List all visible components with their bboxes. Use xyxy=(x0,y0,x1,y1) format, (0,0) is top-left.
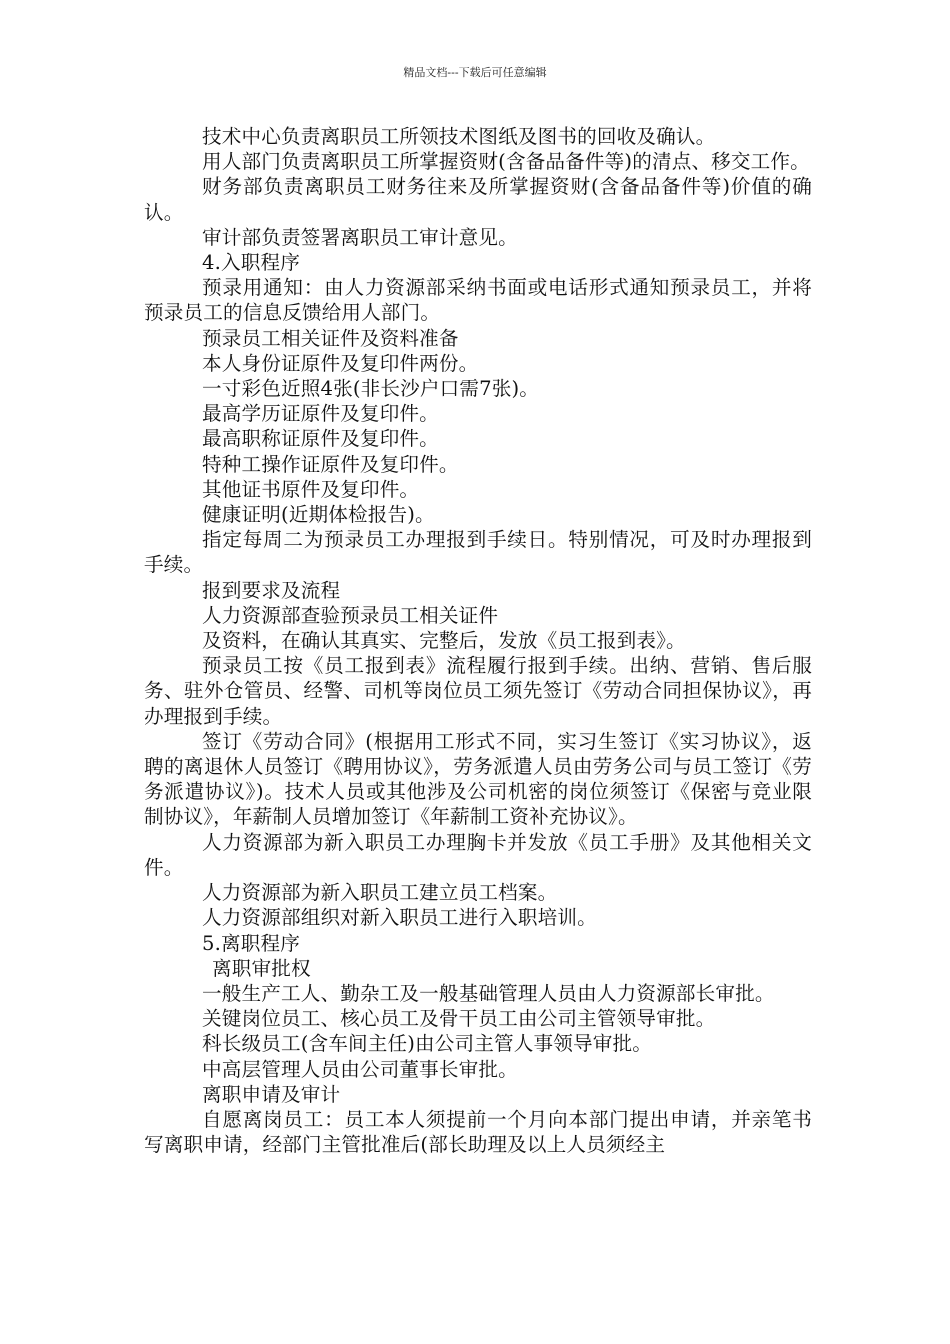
list-item: 本人身份证原件及复印件两份。 xyxy=(202,351,479,375)
paragraph: 科长级员工(含车间主任)由公司主管人事领导审批。 xyxy=(202,1032,652,1056)
list-item: 其他证书原件及复印件。 xyxy=(202,477,420,501)
paragraph: 技术中心负责离职员工所领技术图纸及图书的回收及确认。 xyxy=(202,125,716,148)
section-heading: 5.离职程序 xyxy=(202,931,300,955)
paragraph: 一般生产工人、勤杂工及一般基础管理人员由人力资源部长审批。 xyxy=(202,981,775,1005)
paragraph: 及资料，在确认其真实、完整后，发放《员工报到表》。 xyxy=(202,629,686,653)
paragraph: 预录用通知：由人力资源部采纳书面或电话形式通知预录员工，并将预录员工的信息反馈给用人部门。 xyxy=(144,276,812,325)
list-item: 最高学历证原件及复印件。 xyxy=(202,402,439,426)
paragraph: 审计部负责签署离职员工审计意见。 xyxy=(202,225,518,249)
paragraph: 人力资源部查验预录员工相关证件 xyxy=(202,603,499,627)
paragraph: 签订《劳动合同》(根据用工形式不同，实习生签订《实习协议》，返聘的离退休人员签订《聘用协议》，劳务派遣人员由劳务公司与员工签订《劳务派遣协议》)。技术人员或其他涉及公司机密的岗位须签订《保密与竞业限制协议》，年薪制人员增加签订《年薪制工资补充协议》。 xyxy=(144,729,812,829)
paragraph: 人力资源部为新入职员工建立员工档案。 xyxy=(202,881,558,905)
paragraph: 人力资源部组织对新入职员工进行入职培训。 xyxy=(202,906,597,930)
list-item: 最高职称证原件及复印件。 xyxy=(202,427,439,451)
paragraph: 人力资源部为新入职员工办理胸卡并发放《员工手册》及其他相关文件。 xyxy=(144,830,812,879)
subsection-heading: 离职申请及审计 xyxy=(202,1082,341,1106)
section-heading: 4.入职程序 xyxy=(202,251,300,275)
list-item: 健康证明(近期体检报告)。 xyxy=(202,503,435,527)
paragraph: 预录员工按《员工报到表》流程履行报到手续。出纳、营销、售后服务、驻外仓管员、经警、司机等岗位员工须先签订《劳动合同担保协议》，再办理报到手续。 xyxy=(144,654,812,728)
subsection-heading: 离职审批权 xyxy=(212,956,311,980)
list-item: 一寸彩色近照4张(非长沙户口需7张)。 xyxy=(202,377,539,401)
paragraph: 财务部负责离职员工财务往来及所掌握资财(含备品备件等)价值的确认。 xyxy=(144,175,812,224)
subsection-heading: 报到要求及流程 xyxy=(202,578,341,602)
subsection-heading: 预录员工相关证件及资料准备 xyxy=(202,326,459,350)
paragraph: 中高层管理人员由公司董事长审批。 xyxy=(202,1057,518,1081)
page-header: 精品文档---下载后可任意编辑 xyxy=(403,66,547,79)
paragraph: 关键岗位员工、核心员工及骨干员工由公司主管领导审批。 xyxy=(202,1007,716,1031)
paragraph: 指定每周二为预录员工办理报到手续日。特别情况，可及时办理报到手续。 xyxy=(144,528,812,577)
paragraph: 自愿离岗员工：员工本人须提前一个月向本部门提出申请，并亲笔书写离职申请，经部门主管批准后(部长助理及以上人员须经主 xyxy=(144,1107,812,1157)
document-body xyxy=(144,124,812,1157)
paragraph: 用人部门负责离职员工所掌握资财(含备品备件等)的清点、移交工作。 xyxy=(202,150,810,174)
list-item: 特种工操作证原件及复印件。 xyxy=(202,452,459,476)
